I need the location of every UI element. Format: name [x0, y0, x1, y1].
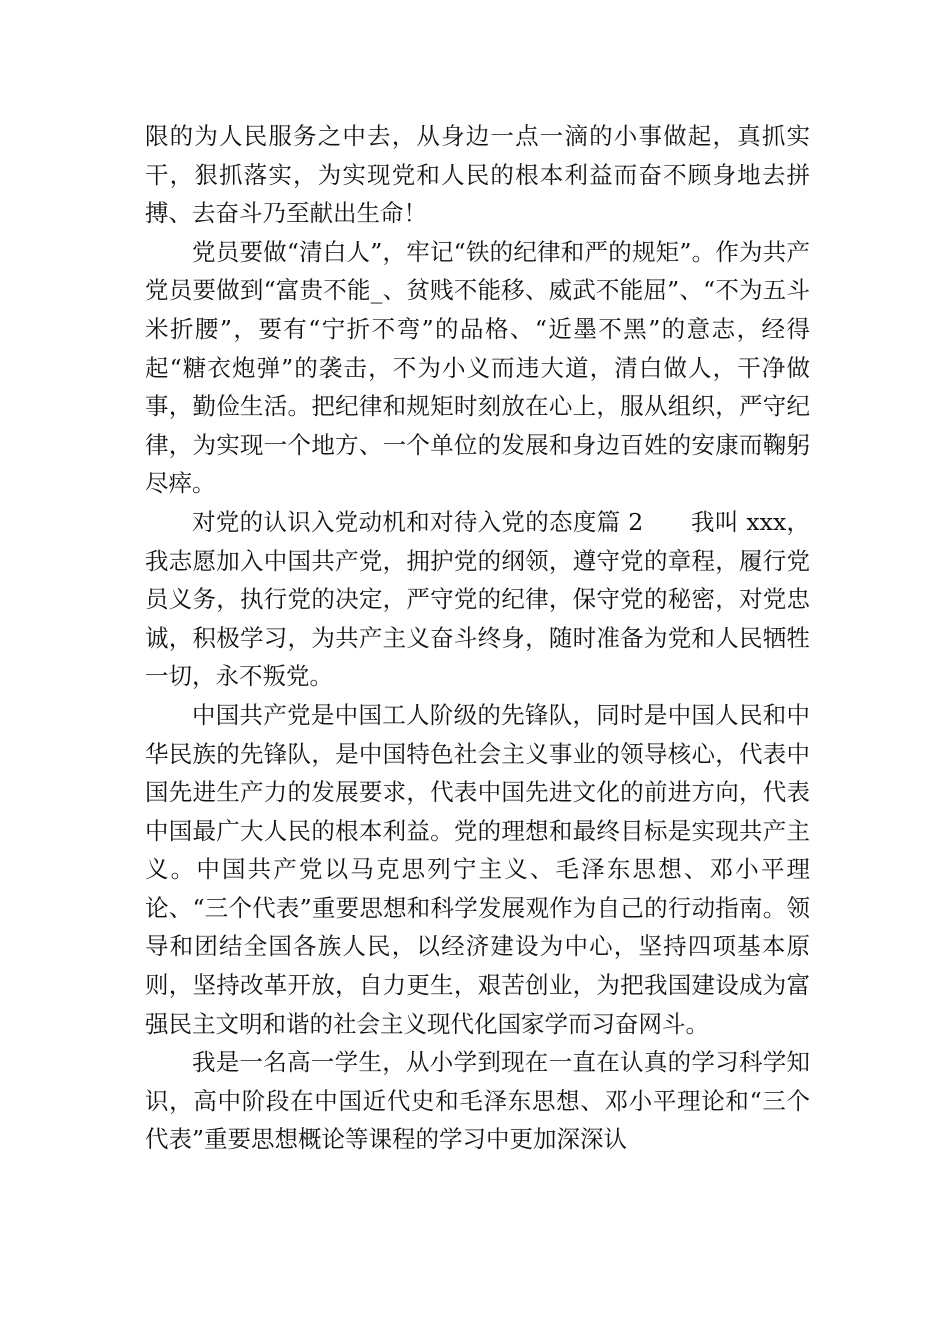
document-body [145, 117, 810, 1159]
paragraph-2: 党员要做“清白人”，牢记“铁的纪律和严的规矩”。作为共产党员要做到“富贵不能_、贫贱不能移、威武不能屈”、“不为五斗米折腰”，要有“宁折不弯”的品格、“近墨不黑”的意志，经得起“糖衣炮弹”的袭击，不为小义而违大道，清白做人，干净做事，勤俭生活。把纪律和规矩时刻放在心上，服从组织，严守纪律，为实现一个地方、一个单位的发展和身边百姓的安康而鞠躬尽瘁。 [145, 237, 810, 498]
paragraph-5: 我是一名高一学生，从小学到现在一直在认真的学习科学知识，高中阶段在中国近代史和毛泽东思想、邓小平理论和“三个代表”重要思想概论等课程的学习中更加深深认 [145, 1048, 810, 1154]
paragraph-1: 限的为人民服务之中去，从身边一点一滴的小事做起，真抓实干，狠抓落实，为实现党和人民的根本利益而奋不顾身地去拼搏、去奋斗乃至献出生命！ [145, 122, 810, 228]
paragraph-4: 中国共产党是中国工人阶级的先锋队，同时是中国人民和中华民族的先锋队，是中国特色社会主义事业的领导核心，代表中国先进生产力的发展要求，代表中国先进文化的前进方向，代表中国最广大人民的根本利益。党的理想和最终目标是实现共产主义。中国共产党以马克思列宁主义、毛泽东思想、邓小平理论、“三个代表”重要思想和科学发展观作为自己的行动指南。领导和团结全国各族人民，以经济建设为中心，坚持四项基本原则，坚持改革开放，自力更生，艰苦创业，为把我国建设成为富强民主文明和谐的社会主义现代化国家学而习奋网斗。 [145, 700, 810, 1038]
paragraph-3: 对党的认识入党动机和对待入党的态度篇 2 我叫 xxx，我志愿加入中国共产党，拥护党的纲领，遵守党的章程，履行党员义务，执行党的决定，严守党的纪律，保守党的秘密，对党忠诚，积极学习，为共产主义奋斗终身，随时准备为党和人民牺牲一切，永不叛党。 [145, 507, 810, 691]
